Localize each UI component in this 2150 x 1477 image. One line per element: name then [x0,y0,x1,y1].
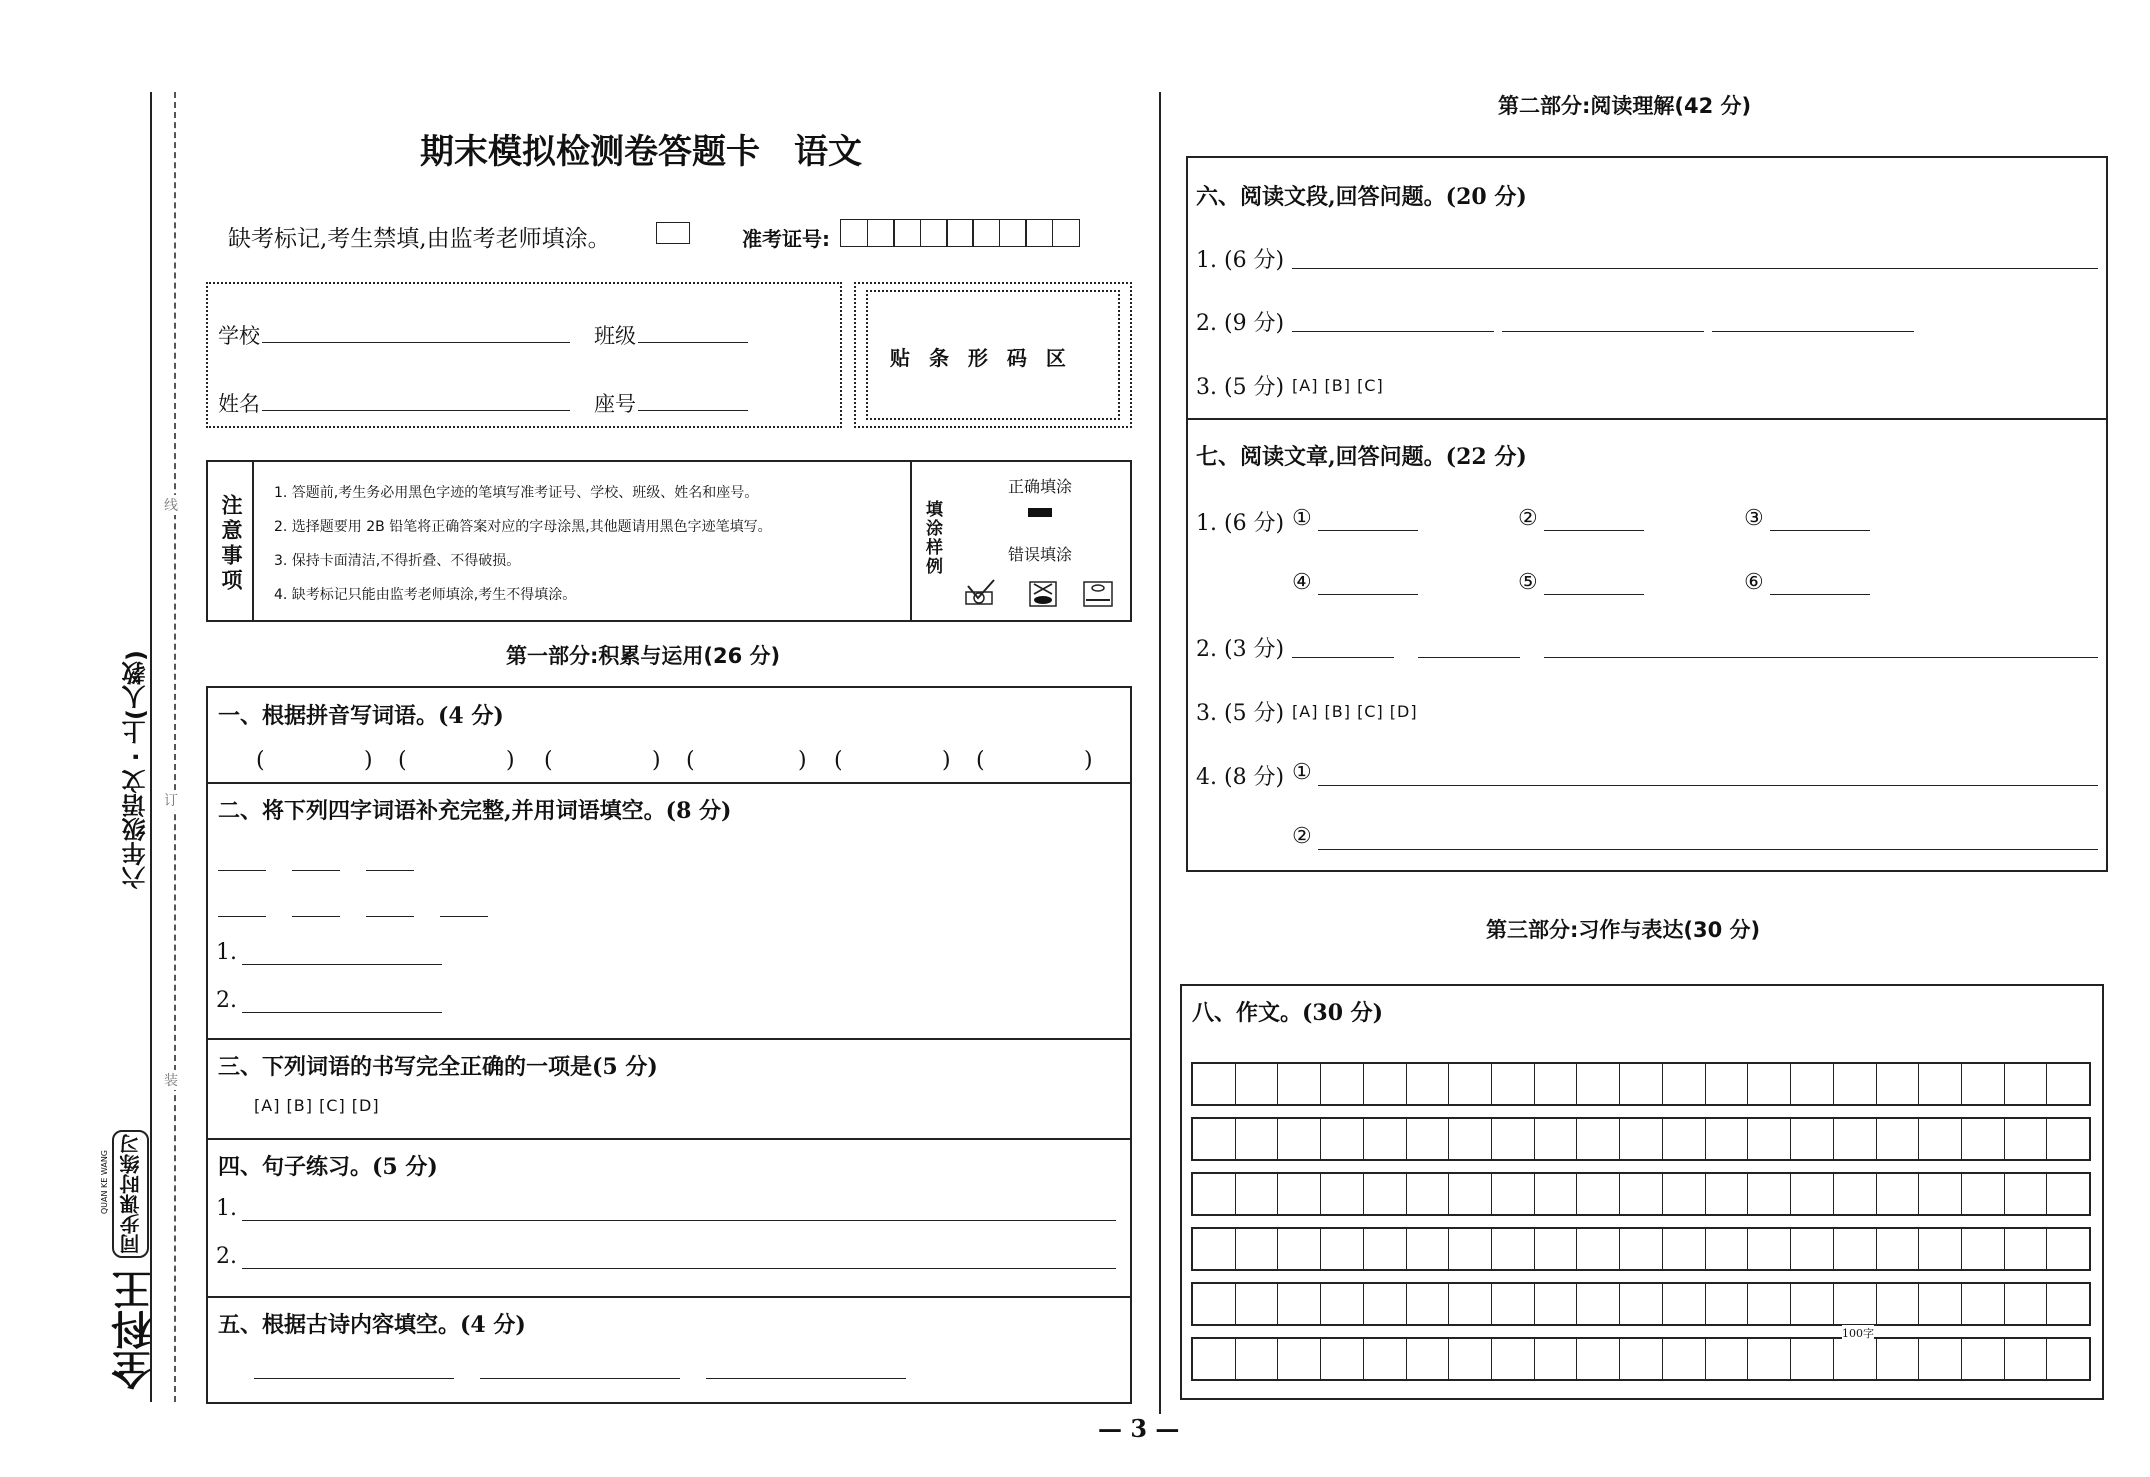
absent-note: 缺考标记,考生禁填,由监考老师填涂。 [228,226,611,252]
q6-answer-2c[interactable] [1712,331,1914,332]
q4-sub-1: 1. [216,1196,237,1221]
notice-item-4: 4. 缺考标记只能由监考老师填涂,考生不得填涂。 [274,587,577,603]
q2-divider [206,1038,1132,1040]
q1-blank-1-close: ) [364,748,373,773]
q2-idiom-blank[interactable] [440,916,488,917]
q7-answer-3[interactable] [1770,530,1870,531]
school-label: 学校 [218,324,260,348]
q2-idiom-blank[interactable] [366,916,414,917]
q6-sub-1: 1. (6 分) [1196,248,1285,273]
q5-blank-1[interactable] [254,1378,454,1379]
notice-item-1: 1. 答题前,考生务必用黑色字迹的笔填写准考证号、学校、班级、姓名和座号。 [274,485,759,501]
q1-blank-5-close: ) [942,748,951,773]
q6-title: 六、阅读文段,回答问题。(20 分) [1196,184,1527,210]
q7-answer-2c[interactable] [1544,657,2098,658]
q7-sub-3: 3. (5 分) [1196,701,1285,726]
brand-logo [100,1130,160,1400]
q7-q4-answer-1[interactable] [1318,785,2098,786]
q2-idiom-blank[interactable] [218,870,266,871]
q1-blank-1-open: ( [256,748,265,773]
essay-grid-row[interactable] [1191,1062,2091,1106]
brand-subtitle: 同步课时练习 [112,1130,149,1258]
q6-answer-2b[interactable] [1502,331,1704,332]
brand-pinyin: QUAN KE WANG [100,1150,109,1215]
q7-q4-mark-2: ② [1292,824,1312,849]
part3-heading: 第三部分:习作与表达(30 分) [1486,918,1761,942]
q5-title: 五、根据古诗内容填空。(4 分) [218,1312,526,1338]
q7-answer-5[interactable] [1544,594,1644,595]
q6-answer-1[interactable] [1292,268,2098,269]
q7-mark-3: ③ [1744,506,1764,531]
cut-mark-staple: 装 [164,1070,178,1090]
q7-mark-5: ⑤ [1518,570,1538,595]
q2-answer-2[interactable] [242,1012,442,1013]
q1-divider [206,782,1132,784]
q7-q4-mark-1: ① [1292,760,1312,785]
page-title: 期末模拟检测卷答题卡 语文 [420,132,862,172]
cut-mark-bind: 订 [164,790,178,810]
q2-sub-1: 1. [216,940,237,965]
q2-answer-1[interactable] [242,964,442,965]
essay-grid-row[interactable] [1191,1282,2091,1326]
q4-title: 四、句子练习。(5 分) [218,1154,438,1180]
class-field[interactable] [638,342,748,343]
notice-divider-left [252,460,254,622]
q7-options[interactable]: [A] [B] [C] [D] [1292,702,1418,721]
seat-label: 座号 [594,392,636,416]
q2-idiom-blank[interactable] [292,870,340,871]
q1-pinyin-blanks[interactable] [256,748,1116,776]
student-info-box [206,282,842,428]
center-divider [1159,92,1161,1414]
q6-answer-2a[interactable] [1292,331,1494,332]
q6-options[interactable]: [A] [B] [C] [1292,376,1384,395]
exam-no-label: 准考证号: [742,227,830,251]
q1-blank-3-open: ( [544,748,553,773]
notice-divider-right [910,460,912,622]
class-label: 班级 [594,324,636,348]
q1-blank-3-close: ) [652,748,661,773]
q7-mark-6: ⑥ [1744,570,1764,595]
q3-divider [206,1138,1132,1140]
q7-answer-4[interactable] [1318,594,1418,595]
q7-sub-1: 1. (6 分) [1196,511,1285,536]
q1-blank-6-open: ( [976,748,985,773]
q2-idiom-blank[interactable] [366,870,414,871]
q4-answer-1[interactable] [242,1220,1116,1221]
word-count-marker: 100字 [1842,1327,1874,1340]
q1-blank-2-close: ) [506,748,515,773]
q1-blank-5-open: ( [834,748,843,773]
q1-title: 一、根据拼音写词语。(4 分) [218,703,504,729]
q4-divider [206,1296,1132,1298]
q6-sub-3: 3. (5 分) [1196,375,1285,400]
q6-divider [1186,418,2108,420]
absent-checkbox[interactable] [656,222,690,244]
barcode-label: 贴 条 形 码 区 [890,346,1072,370]
part2-heading: 第二部分:阅读理解(42 分) [1498,94,1752,118]
q7-answer-2a[interactable] [1292,657,1394,658]
q4-sub-2: 2. [216,1244,237,1269]
q2-sub-2: 2. [216,988,237,1013]
notice-item-3: 3. 保持卡面清洁,不得折叠、不得破损。 [274,553,521,569]
page-number: — 3 — [1098,1414,1180,1443]
name-label: 姓名 [218,392,260,416]
q7-answer-6[interactable] [1770,594,1870,595]
q5-blank-2[interactable] [480,1378,680,1379]
q2-idiom-blank[interactable] [292,916,340,917]
q7-mark-1: ① [1292,506,1312,531]
grade-label: 六年级语文 · 上(人教) [122,650,150,890]
q5-blank-3[interactable] [706,1378,906,1379]
q1-blank-4-close: ) [798,748,807,773]
name-field[interactable] [262,410,570,411]
school-field[interactable] [262,342,570,343]
q7-title: 七、阅读文章,回答问题。(22 分) [1196,444,1527,470]
wrong-fill-label: 错误填涂 [1008,545,1073,564]
q7-answer-1[interactable] [1318,530,1418,531]
q7-sub-4: 4. (8 分) [1196,765,1285,790]
q1-blank-6-close: ) [1084,748,1093,773]
correct-fill-sample [1028,508,1052,517]
q7-mark-2: ② [1518,506,1538,531]
q4-answer-2[interactable] [242,1268,1116,1269]
q3-title: 三、下列词语的书写完全正确的一项是(5 分) [218,1054,658,1080]
q1-blank-4-open: ( [686,748,695,773]
q3-options[interactable]: [A] [B] [C] [D] [254,1096,380,1115]
spine-dashed-line [174,92,176,1402]
notice-title: 注意事项 [219,494,243,594]
q7-q4-answer-2[interactable] [1318,849,2098,850]
q7-answer-2[interactable] [1544,530,1644,531]
q6-sub-2: 2. (9 分) [1196,311,1285,336]
q2-idiom-blank[interactable] [218,916,266,917]
part2-box [1186,156,2108,872]
sample-title: 填涂样例 [922,500,942,576]
q2-title: 二、将下列四字词语补充完整,并用词语填空。(8 分) [218,798,732,824]
correct-fill-label: 正确填涂 [1008,477,1073,496]
exam-no-boxes[interactable] [842,219,1080,247]
wrong-fill-icon [964,578,1124,610]
q7-mark-4: ④ [1292,570,1312,595]
essay-grid-row[interactable] [1191,1117,2091,1161]
q8-title: 八、作文。(30 分) [1192,1000,1384,1026]
essay-grid-row[interactable] [1191,1227,2091,1271]
cut-mark-line: 线 [164,495,178,515]
essay-grid-row[interactable] [1191,1172,2091,1216]
q7-sub-2: 2. (3 分) [1196,637,1285,662]
wrong-fill-samples [964,578,1124,610]
brand-name: 全科王 [111,1270,158,1390]
part1-heading: 第一部分:积累与运用(26 分) [506,644,781,668]
q7-answer-2b[interactable] [1418,657,1520,658]
q1-blank-2-open: ( [398,748,407,773]
seat-field[interactable] [638,410,748,411]
essay-grid-row[interactable] [1191,1337,2091,1381]
notice-item-2: 2. 选择题要用 2B 铅笔将正确答案对应的字母涂黑,其他题请用黑色字迹笔填写。 [274,519,772,535]
